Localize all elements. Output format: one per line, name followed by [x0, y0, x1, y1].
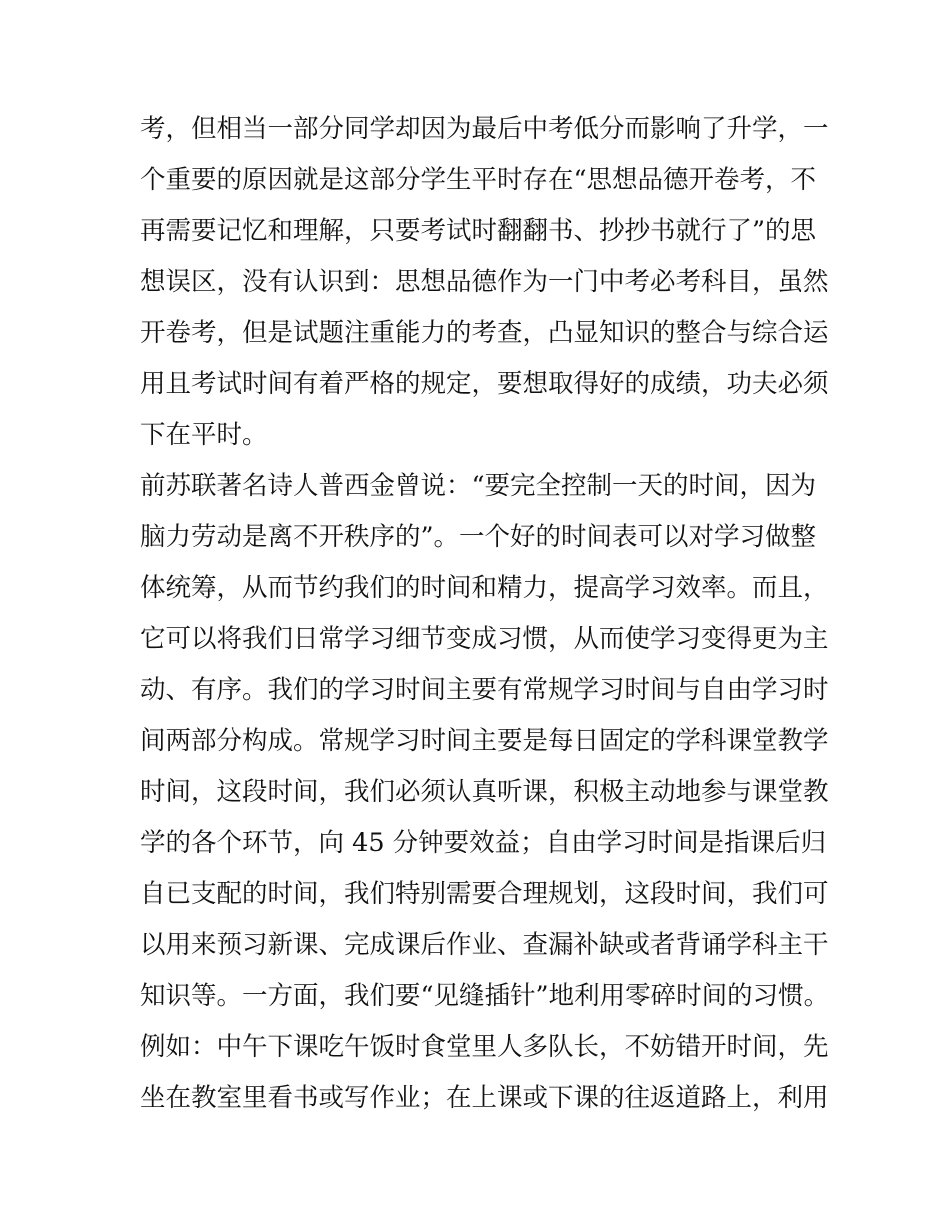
text-line: 想误区，没有认识到：思想品德作为一门中考必考科目，虽然 [140, 267, 829, 297]
text-line: 学的各个环节，向 45 分钟要效益；自由学习时间是指课后归 [140, 828, 827, 858]
paragraph-2 [140, 461, 830, 1124]
text-line: 再需要记忆和理解，只要考试时翻翻书、抄抄书就行了”的思 [140, 216, 817, 246]
text-line: 开卷考，但是试题注重能力的考查，凸显知识的整合与综合运 [140, 318, 829, 348]
text-line: 考，但相当一部分同学却因为最后中考低分而影响了升学，一 [140, 114, 829, 144]
text-line: 前苏联著名诗人普西金曾说：“要完全控制一天的时间，因为 [140, 471, 817, 501]
text-line: 它可以将我们日常学习细节变成习惯，从而使学习变得更为主 [140, 624, 829, 654]
paragraph-1 [140, 104, 829, 461]
text-line: 间两部分构成。常规学习时间主要是每日固定的学科课堂教学 [140, 726, 829, 756]
text-line: 时间，这段时间，我们必须认真听课，积极主动地参与课堂教 [140, 777, 829, 807]
text-line: 例如：中午下课吃午饭时食堂里人多队长，不妨错开时间，先 [140, 1032, 829, 1062]
text-line: 自已支配的时间，我们特别需要合理规划，这段时间，我们可 [140, 879, 829, 909]
text-line: 动、有序。我们的学习时间主要有常规学习时间与自由学习时 [140, 675, 829, 705]
text-line: 下在平时。 [140, 420, 268, 450]
text-line: 个重要的原因就是这部分学生平时存在“思想品德开卷考，不 [140, 165, 817, 195]
text-line: 知识等。一方面，我们要“见缝插针”地利用零碎时间的习惯。 [140, 981, 830, 1011]
text-line: 以用来预习新课、完成课后作业、查漏补缺或者背诵学科主干 [140, 930, 829, 960]
text-line: 体统筹，从而节约我们的时间和精力，提高学习效率。而且， [140, 573, 829, 603]
text-line: 用且考试时间有着严格的规定，要想取得好的成绩，功夫必须 [140, 369, 829, 399]
text-line: 坐在教室里看书或写作业；在上课或下课的往返道路上，利用 [140, 1083, 829, 1113]
text-line: 脑力劳动是离不开秩序的”。一个好的时间表可以对学习做整 [140, 522, 817, 552]
